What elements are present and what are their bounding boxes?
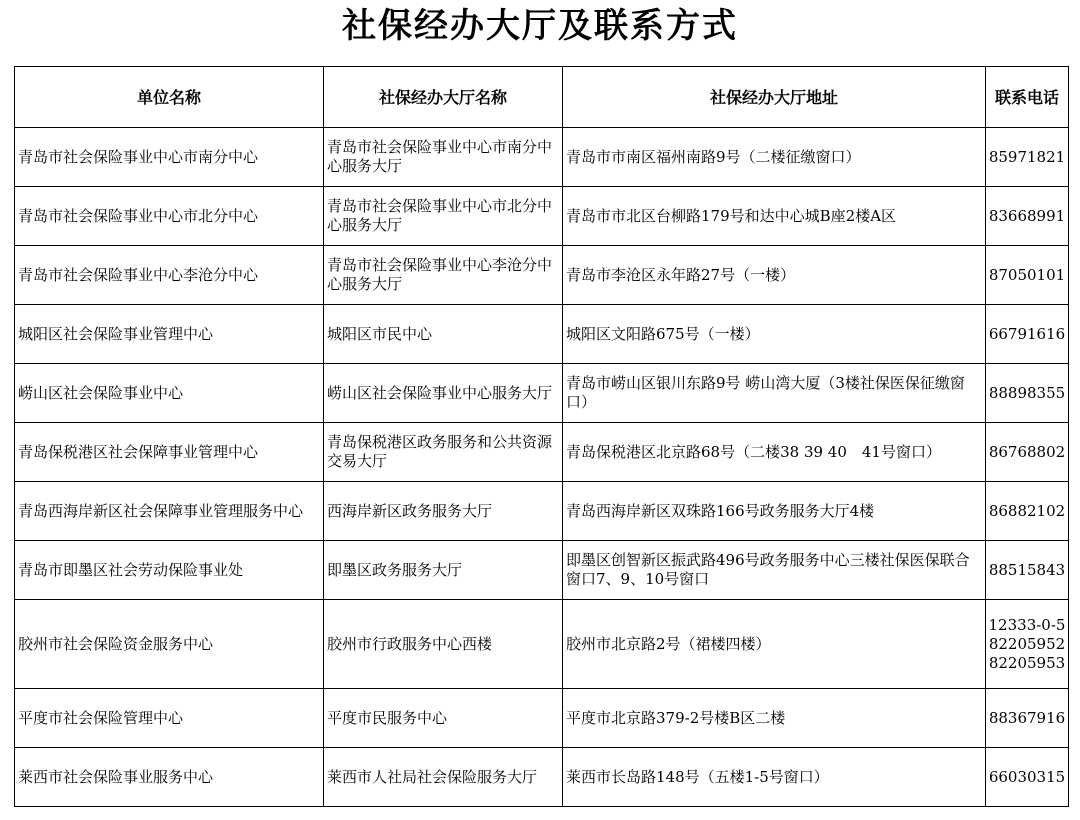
- cell-hall-address: 青岛市市北区台柳路179号和达中心城B座2楼A区: [563, 187, 986, 246]
- cell-hall-name: 青岛市社会保险事业中心李沧分中心服务大厅: [324, 246, 563, 305]
- table-row: [15, 600, 1069, 689]
- cell-unit-name: 青岛西海岸新区社会保障事业管理服务中心: [15, 482, 324, 541]
- cell-hall-address: 青岛市李沧区永年路27号（一楼）: [563, 246, 986, 305]
- cell-hall-address: 即墨区创智新区振武路496号政务服务中心三楼社保医保联合窗口7、9、10号窗口: [563, 541, 986, 600]
- cell-hall-address: 胶州市北京路2号（裙楼四楼）: [563, 600, 986, 689]
- cell-unit-name: 城阳区社会保险事业管理中心: [15, 305, 324, 364]
- phone-number: 86768802: [988, 442, 1066, 461]
- cell-hall-address: 青岛保税港区北京路68号（二楼38 39 40 41号窗口）: [563, 423, 986, 482]
- phone-number: 66791616: [988, 324, 1066, 343]
- social-security-offices-table: [14, 66, 1069, 807]
- table-row: [15, 246, 1069, 305]
- cell-unit-name: 莱西市社会保险事业服务中心: [15, 748, 324, 807]
- cell-phone: [986, 364, 1069, 423]
- phone-number: 12333-0-5: [988, 615, 1066, 634]
- cell-hall-name: 即墨区政务服务大厅: [324, 541, 563, 600]
- cell-unit-name: 平度市社会保险管理中心: [15, 689, 324, 748]
- table-row: [15, 423, 1069, 482]
- table-row: [15, 128, 1069, 187]
- cell-hall-name: 城阳区市民中心: [324, 305, 563, 364]
- cell-hall-name: 莱西市人社局社会保险服务大厅: [324, 748, 563, 807]
- cell-hall-name: 平度市民服务中心: [324, 689, 563, 748]
- cell-phone: [986, 482, 1069, 541]
- cell-hall-address: 平度市北京路379-2号楼B区二楼: [563, 689, 986, 748]
- table-row: [15, 748, 1069, 807]
- cell-phone: [986, 689, 1069, 748]
- cell-hall-address: 莱西市长岛路148号（五楼1-5号窗口）: [563, 748, 986, 807]
- cell-hall-name: 崂山区社会保险事业中心服务大厅: [324, 364, 563, 423]
- phone-number: 85971821: [988, 147, 1066, 166]
- table-row: [15, 364, 1069, 423]
- phone-number: 88898355: [988, 383, 1066, 402]
- cell-phone: [986, 600, 1069, 689]
- cell-unit-name: 青岛市社会保险事业中心市北分中心: [15, 187, 324, 246]
- header-hall-address: 社保经办大厅地址: [563, 67, 986, 128]
- header-hall-name: 社保经办大厅名称: [324, 67, 563, 128]
- cell-unit-name: 崂山区社会保险事业中心: [15, 364, 324, 423]
- cell-hall-address: 青岛市市南区福州南路9号（二楼征缴窗口）: [563, 128, 986, 187]
- cell-phone: [986, 305, 1069, 364]
- phone-number: 82205953: [988, 653, 1066, 672]
- phone-number: 66030315: [988, 767, 1066, 786]
- cell-hall-address: 城阳区文阳路675号（一楼）: [563, 305, 986, 364]
- table-row: [15, 187, 1069, 246]
- cell-hall-address: 青岛市崂山区银川东路9号 崂山湾大厦（3楼社保医保征缴窗口）: [563, 364, 986, 423]
- header-unit-name: 单位名称: [15, 67, 324, 128]
- cell-phone: [986, 187, 1069, 246]
- cell-unit-name: 青岛保税港区社会保障事业管理中心: [15, 423, 324, 482]
- phone-number: 82205952: [988, 634, 1066, 653]
- phone-number: 88515843: [988, 560, 1066, 579]
- table-row: [15, 305, 1069, 364]
- cell-hall-name: 青岛保税港区政务服务和公共资源交易大厅: [324, 423, 563, 482]
- phone-number: 83668991: [988, 206, 1066, 225]
- cell-unit-name: 青岛市社会保险事业中心李沧分中心: [15, 246, 324, 305]
- cell-hall-address: 青岛西海岸新区双珠路166号政务服务大厅4楼: [563, 482, 986, 541]
- table-body: [15, 128, 1069, 807]
- cell-phone: [986, 748, 1069, 807]
- phone-number: 87050101: [988, 265, 1066, 284]
- cell-phone: [986, 128, 1069, 187]
- cell-hall-name: 胶州市行政服务中心西楼: [324, 600, 563, 689]
- header-phone: 联系电话: [986, 67, 1069, 128]
- cell-phone: [986, 423, 1069, 482]
- cell-hall-name: 青岛市社会保险事业中心市北分中心服务大厅: [324, 187, 563, 246]
- phone-number: 88367916: [988, 708, 1066, 727]
- table-row: [15, 482, 1069, 541]
- cell-unit-name: 青岛市社会保险事业中心市南分中心: [15, 128, 324, 187]
- cell-hall-name: 西海岸新区政务服务大厅: [324, 482, 563, 541]
- table-header-row: [15, 67, 1069, 128]
- cell-unit-name: 青岛市即墨区社会劳动保险事业处: [15, 541, 324, 600]
- table-row: [15, 541, 1069, 600]
- page-title: 社保经办大厅及联系方式: [342, 6, 738, 46]
- cell-hall-name: 青岛市社会保险事业中心市南分中心服务大厅: [324, 128, 563, 187]
- cell-phone: [986, 541, 1069, 600]
- phone-number: 86882102: [988, 501, 1066, 520]
- cell-unit-name: 胶州市社会保险资金服务中心: [15, 600, 324, 689]
- table-row: [15, 689, 1069, 748]
- cell-phone: [986, 246, 1069, 305]
